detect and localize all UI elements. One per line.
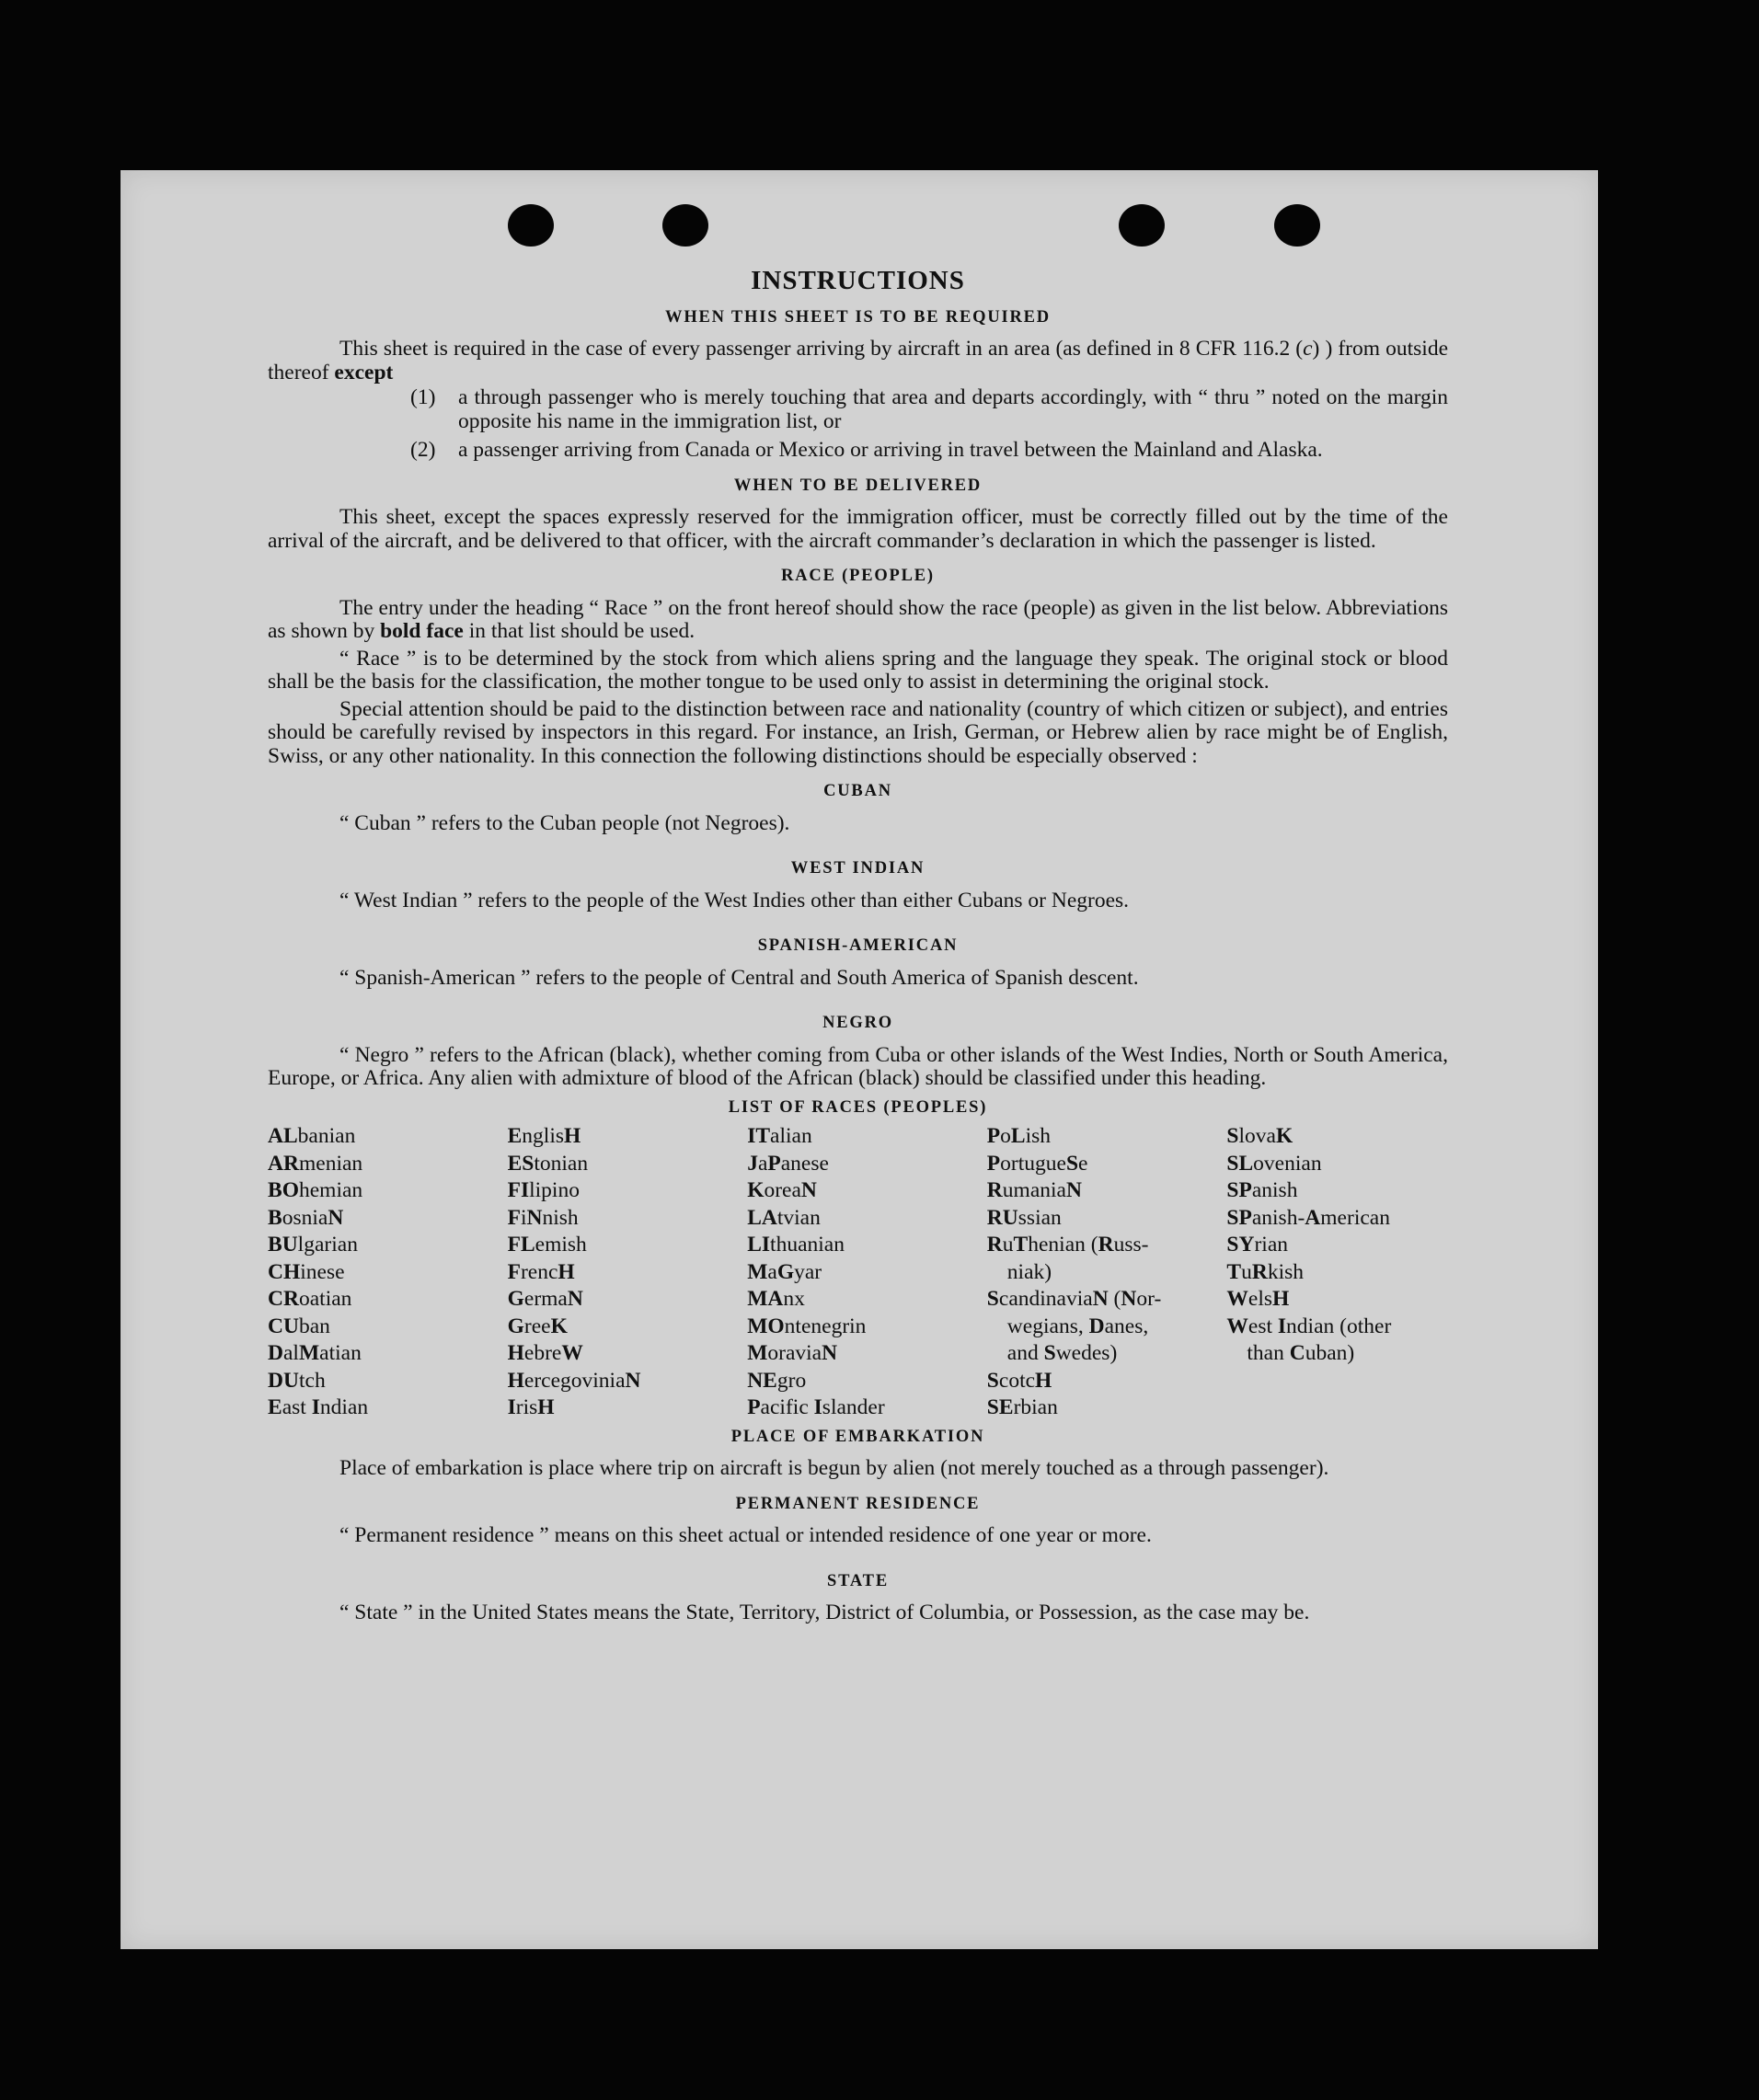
race-entry: HebreW (507, 1341, 583, 1365)
race-entry: MoraviaN (747, 1341, 838, 1365)
race-column (1226, 1123, 1448, 1422)
race-entry: CUban (268, 1314, 330, 1338)
negro-text: “ Negro ” refers to the African (black), whether coming from Cuba or other islands of the West Indies, North or South America, Europe, or Africa. Any alien with admixture of blood of the African (black) should be classified under this heading. (268, 1042, 1448, 1090)
list-of-races (268, 1123, 1448, 1422)
race-entry: GermaN (507, 1287, 583, 1311)
race-entry: CHinese (268, 1259, 345, 1284)
race-paragraph: Special attention should be paid to the distinction between race and nationality (country of which citizen or subject), and entries should be carefully revised by inspectors in this regard. For instance, an Irish, German, or Hebrew alien by race might be of English, Swiss, or any other nationality. In this connection the following distinctions should be especially observed : (268, 696, 1448, 768)
exception-item: (1) a through passenger who is merely touching that area and departs accordingly, with “ thru ” noted on the margin opposite his name in the immigration list, or (410, 385, 1448, 433)
race-entry: SPanish (1226, 1178, 1298, 1202)
race-entry: WelsH (1226, 1287, 1290, 1311)
race-entry: BOhemian (268, 1178, 363, 1202)
race-column (747, 1123, 969, 1422)
race-entry: LIthuanian (747, 1233, 845, 1257)
race-entry: PoLish (986, 1124, 1052, 1148)
heading-state: STATE (827, 1571, 889, 1590)
race-entry: LAtvian (747, 1205, 821, 1230)
race-entry: DalMatian (268, 1341, 362, 1365)
race-entry: KoreaN (747, 1178, 817, 1202)
race-entry: MaGyar (747, 1259, 822, 1284)
race-entry: FIlipino (507, 1178, 580, 1202)
race-entry: FrencH (507, 1259, 575, 1284)
punch-hole (1119, 204, 1165, 247)
race-entry: SPanish-American (1226, 1205, 1390, 1230)
document-sheet (121, 170, 1598, 1949)
race-paragraph: “ Race ” is to be determined by the stock from which aliens spring and the language they speak. The original stock or blood shall be the basis for the classification, the mother tongue to be used only to assist in determining the original stock. (268, 646, 1448, 694)
race-entry: SErbian (986, 1395, 1058, 1419)
race-entry: East Indian (268, 1395, 369, 1419)
race-entry: FLemish (507, 1233, 587, 1257)
heading-negro: NEGRO (822, 1014, 893, 1032)
when-delivered-text: This sheet, except the spaces expressly reserved for the immigration officer, must be correctly filled out by the time of the arrival of the aircraft, and be delivered to that officer, with the aircraft commander’s declaration in which the passenger is listed. (268, 505, 1448, 553)
race-entry: MAnx (747, 1287, 805, 1311)
race-entry: SYrian (1226, 1233, 1288, 1257)
race-entry: RUssian (986, 1205, 1062, 1230)
page-title: INSTRUCTIONS (751, 266, 965, 295)
race-entry: PortugueSe (986, 1151, 1088, 1176)
race-entry: Pacific Islander (747, 1395, 885, 1419)
race-entry: BUlgarian (268, 1233, 358, 1257)
race-entry: EnglisH (507, 1124, 581, 1148)
race-entry: ITalian (747, 1124, 812, 1148)
race-entry: SlovaK (1226, 1124, 1293, 1148)
race-entry: DUtch (268, 1368, 326, 1393)
heading-when-required: WHEN THIS SHEET IS TO BE REQUIRED (665, 307, 1051, 327)
race-entry: ARmenian (268, 1151, 363, 1176)
race-entry: RumaniaN (986, 1178, 1082, 1202)
heading-embarkation: PLACE OF EMBARKATION (730, 1427, 985, 1446)
race-entry: ScotcH (986, 1368, 1052, 1393)
race-entry: RuThenian (Russ- niak) (986, 1233, 1149, 1284)
race-entry: West Indian (other than Cuban) (1226, 1314, 1392, 1365)
race-entry: SLovenian (1226, 1151, 1322, 1176)
west-indian-text: “ West Indian ” refers to the people of the West Indies other than either Cubans or Negroes. (339, 888, 1130, 912)
race-column (987, 1123, 1209, 1422)
exception-item: (2) a passenger arriving from Canada or Mexico or arriving in travel between the Mainland and Alaska. (410, 438, 1323, 462)
when-required-intro: This sheet is required in the case of every passenger arriving by aircraft in an area (as defined in 8 CFR 116.2 (c) ) from outside thereof except (268, 337, 1449, 384)
race-entry: MOntenegrin (747, 1314, 867, 1338)
spanish-american-text: “ Spanish-American ” refers to the people of Central and South America of Spanish descent. (339, 965, 1139, 990)
race-entry: CRoatian (268, 1287, 352, 1311)
cuban-text: “ Cuban ” refers to the Cuban people (not Negroes). (339, 810, 790, 835)
instructions-content (268, 266, 1449, 1625)
heading-list-of-races: LIST OF RACES (PEOPLES) (728, 1097, 988, 1117)
race-entry: TuRkish (1226, 1259, 1304, 1284)
race-column (268, 1123, 489, 1422)
race-entry: BosniaN (268, 1205, 344, 1230)
heading-permanent-residence: PERMANENT RESIDENCE (735, 1494, 981, 1513)
race-entry: GreeK (507, 1314, 568, 1338)
heading-spanish-american: SPANISH-AMERICAN (757, 936, 959, 955)
punch-hole (662, 204, 708, 247)
permanent-residence-text: “ Permanent residence ” means on this sheet actual or intended residence of one year or more. (339, 1523, 1152, 1547)
race-entry: EStonian (507, 1151, 589, 1176)
heading-when-delivered: WHEN TO BE DELIVERED (733, 476, 983, 495)
punch-hole (508, 204, 554, 247)
punch-hole (1274, 204, 1320, 247)
embarkation-text: Place of embarkation is place where trip on aircraft is begun by alien (not merely touched as a through passenger). (339, 1456, 1329, 1480)
race-entry: IrisH (507, 1395, 555, 1419)
race-column (508, 1123, 730, 1422)
heading-cuban: CUBAN (823, 782, 892, 800)
race-entry: ALbanian (268, 1124, 356, 1148)
race-entry: FiNnish (507, 1205, 579, 1230)
state-text: “ State ” in the United States means the State, Territory, District of Columbia, or Possession, as the case may be. (339, 1601, 1310, 1624)
race-entry: NEgro (747, 1368, 807, 1393)
race-entry: ScandinaviaN (Nor- wegians, Danes, and Swedes) (986, 1287, 1162, 1365)
heading-race: RACE (PEOPLE) (781, 567, 935, 585)
race-entry: JaPanese (747, 1151, 829, 1176)
race-paragraph: The entry under the heading “ Race ” on the front hereof should show the race (people) as given in the list below. Abbreviations as shown by bold face in that list should be used. (268, 595, 1448, 643)
heading-west-indian: WEST INDIAN (790, 859, 925, 878)
race-entry: HercegoviniaN (507, 1368, 641, 1393)
